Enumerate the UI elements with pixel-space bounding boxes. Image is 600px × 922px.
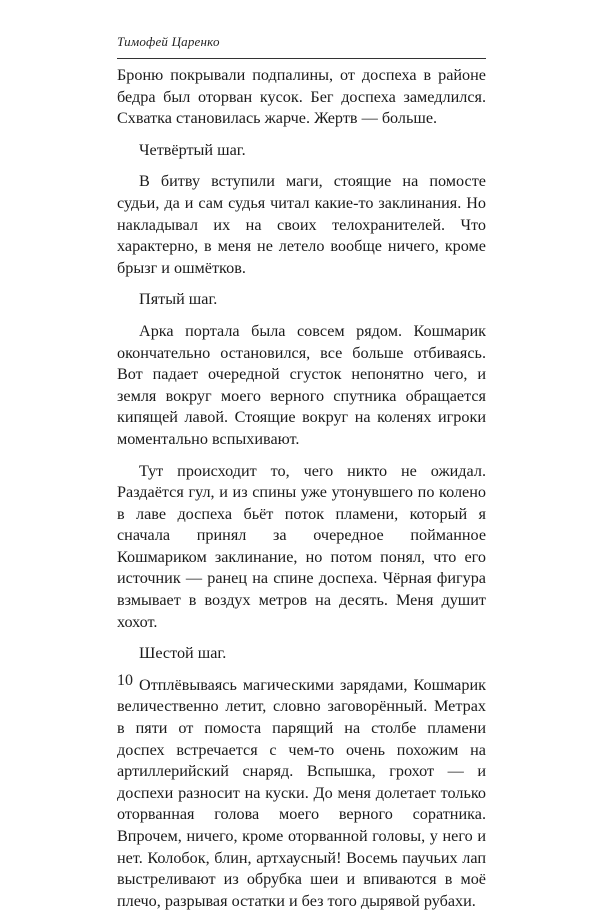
running-head-author: Тимофей Царенко [117,34,220,49]
paragraph: Шестой шаг. [139,644,227,663]
paragraph: Пятый шаг. [139,290,218,309]
page-number: 10 [117,672,133,689]
paragraph: В битву вступили маги, стоящие на помосте судьи, да и сам судья читал какие-то заклинания. Но накладывал их на своих телохранителей. Что характерно, в меня не летело вообще ничего, кроме брызг и ошмётков. [117,172,486,277]
paragraph: Отплёвываясь магическими зарядами, Кошмарик величественно летит, словно заговорённый. Метрах в пяти от помоста парящий на столбе пламени доспех встречается с чем-то очень похожим на артиллерийский снаряд. Вспышка, грохот — и доспехи разносит на куски. До меня долетает только оторванная голова моего верного соратника. Впрочем, ничего, кроме оторванной головы, у него и нет. Колобок, блин, артхаусный! Восемь паучьих лап выстреливают из обрубка шеи и впиваются в моё плечо, разрывая остатки и без того дырявой рубахи. [117,675,486,910]
header-rule [117,58,486,59]
paragraph: Броню покрывали подпалины, от доспеха в районе бедра был оторван кусок. Бег доспеха замедлился. Схватка становилась жарче. Жертв — больше. [117,66,486,128]
paragraph: Четвёртый шаг. [139,140,246,159]
paragraph: Арка портала была совсем рядом. Кошмарик окончательно остановился, все больше отбиваясь. Вот падает очередной сгусток непонятно чего, и земля вокруг моего верного спутника обращается кипящей лавой. Стоящие вокруг на коленях игроки моментально вспыхивают. [117,321,486,448]
body-text [117,65,486,922]
paragraph: Тут происходит то, чего никто не ожидал. Раздаётся гул, и из спины уже утонувшего по колено в лаве доспеха бьёт поток пламени, который я сначала принял за очередное поймaнное Кошмариком заклинание, но потом понял, что его источник — ранец на спине доспеха. Чёрная фигура взмывает в воздух метров на десять. Меня душит хохот. [117,461,486,631]
